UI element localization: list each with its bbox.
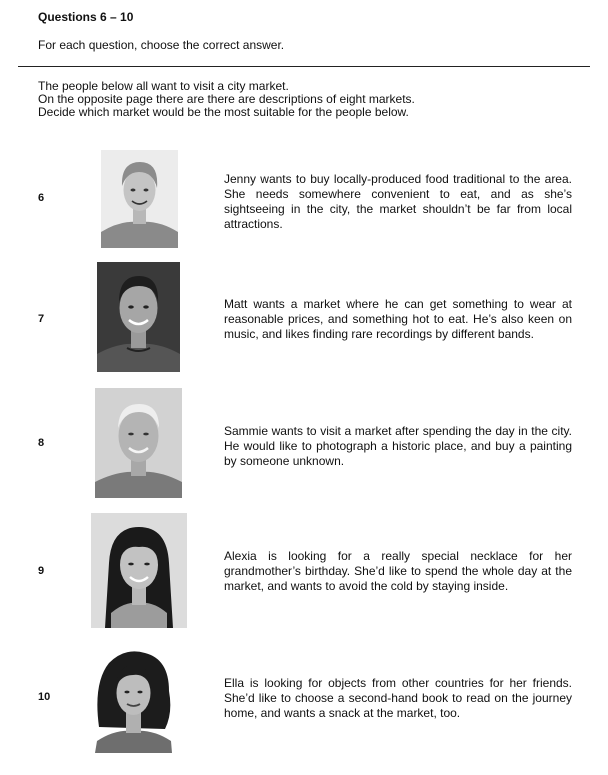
woman-portrait-icon <box>101 150 178 248</box>
young-woman-portrait-icon <box>91 513 187 628</box>
section-title: Questions 6 – 10 <box>38 10 134 24</box>
person-description: Sammie wants to visit a market after spending the day in the city. He would like to photograph a historic place, and buy a painting by someone unknown. <box>224 424 572 468</box>
young-man-portrait-icon <box>97 262 180 372</box>
instruction-text: For each question, choose the correct answer. <box>38 38 285 52</box>
question-number: 6 <box>38 192 45 204</box>
question-number: 7 <box>38 313 45 325</box>
question-number: 9 <box>38 565 45 577</box>
intro-line: On the opposite page there are there are descriptions of eight markets. <box>38 92 415 106</box>
person-description: Jenny wants to buy locally-produced food traditional to the area. She needs somewhere convenient to eat, and as she’s sightseeing in the city, the market shouldn’t be far from local attractions. <box>224 172 572 231</box>
older-man-portrait-icon <box>95 388 182 498</box>
intro-line: The people below all want to visit a city market. <box>38 79 289 93</box>
person-description: Ella is looking for objects from other countries for her friends. She’d like to choose a second-hand book to read on the journey home, and wants a snack at the market, too. <box>224 676 572 720</box>
intro-text <box>38 80 415 119</box>
intro-line: Decide which market would be the most suitable for the people below. <box>38 105 409 119</box>
person-description: Alexia is looking for a really special necklace for her grandmother’s birthday. She’d like to spend the whole day at the market, and wants to avoid the cold by staying inside. <box>224 549 572 593</box>
question-number: 10 <box>38 691 51 703</box>
curly-haired-woman-portrait-icon <box>85 643 182 753</box>
person-description: Matt wants a market where he can get something to wear at reasonable prices, and something hot to eat. He’s also keen on music, and likes finding rare recordings by different bands. <box>224 297 572 341</box>
question-number: 8 <box>38 437 45 449</box>
divider-line <box>18 66 590 67</box>
